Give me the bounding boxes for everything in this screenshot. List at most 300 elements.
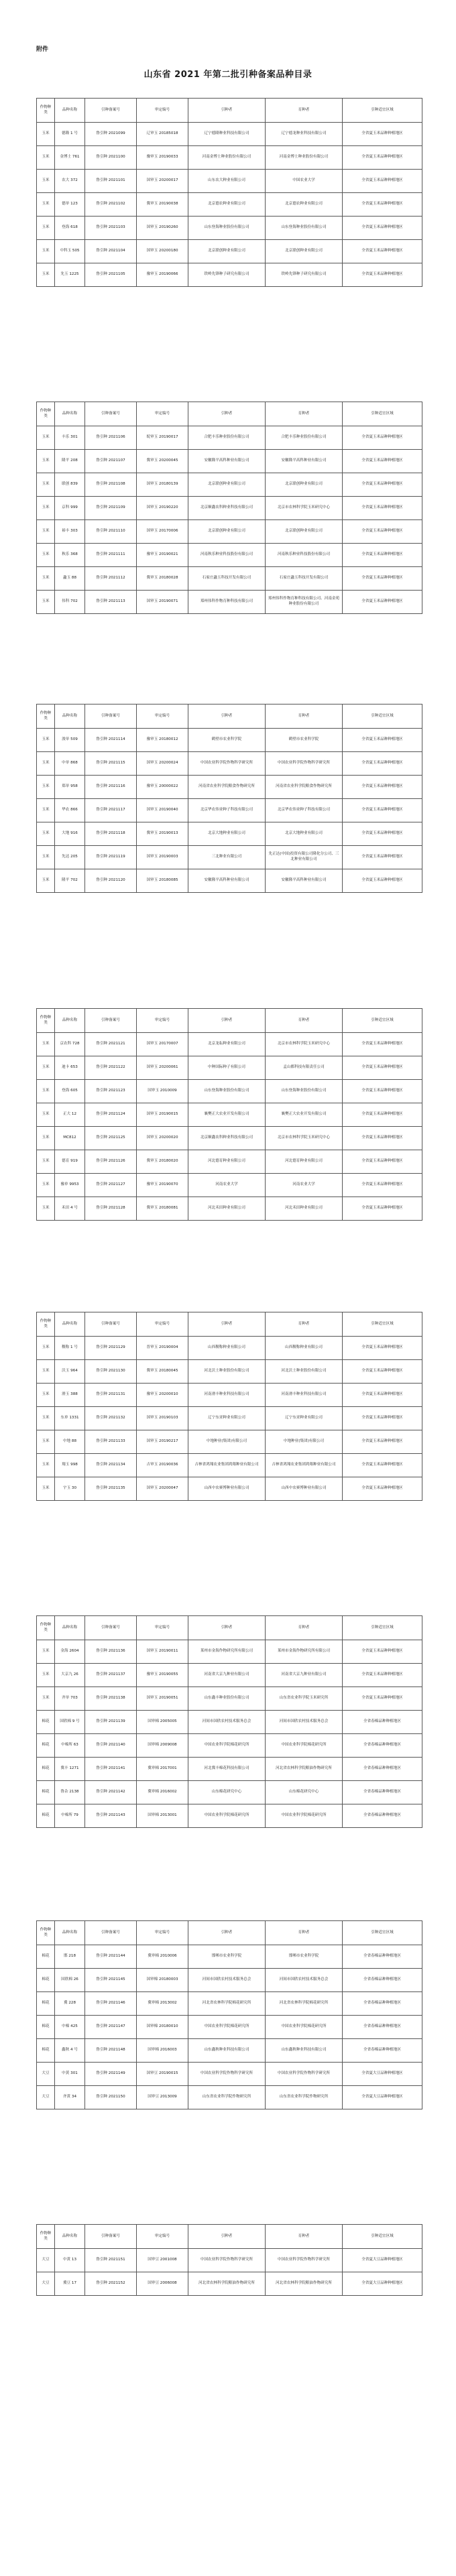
table-cell: 玉米 — [37, 729, 55, 752]
table-cell: 河北德育种业有限公司 — [266, 1150, 343, 1174]
table-row — [37, 473, 422, 497]
column-header: 作物种类 — [37, 99, 55, 123]
table-cell: 北京德农种业有限公司 — [188, 193, 266, 217]
table-cell: 吉林省鸿翔农业集团鸿翔种业有限公司 — [266, 1454, 343, 1477]
table-cell: 大京九 26 — [55, 1664, 85, 1687]
table-cell: 豫审玉 20190070 — [137, 1174, 188, 1197]
table-cell: 全省春棉品种种植地区 — [343, 1758, 422, 1781]
table-cell: 棉花 — [37, 1734, 55, 1758]
column-header: 审定编号 — [137, 2225, 188, 2249]
table-cell: 河北沃土种业股份有限公司 — [188, 1360, 266, 1384]
table-cell: 辽审玉 20185018 — [137, 123, 188, 146]
table-cell: 玉米 — [37, 1477, 55, 1501]
column-header: 审定编号 — [137, 1921, 188, 1945]
table-cell: 中国农业科学院作物科学研究所 — [266, 752, 343, 776]
table-cell: 河北德育种业有限公司 — [188, 1150, 266, 1174]
table-cell: 全省夏玉米品种种植地区 — [343, 240, 422, 263]
table-cell: 辽宁德龙种业科技有限公司 — [266, 123, 343, 146]
table-cell: 裕丰 303 — [55, 520, 85, 544]
table-cell: 冀审玉 20200045 — [137, 450, 188, 473]
table-row — [37, 1033, 422, 1056]
table-cell: 北京联创种业有限公司 — [266, 473, 343, 497]
table-row — [37, 1758, 422, 1781]
column-header: 引种备案号 — [85, 1009, 137, 1033]
table-cell: 鲁引种 2021140 — [85, 1734, 137, 1758]
table-cell: 河北省农林科学院棉花研究所 — [188, 1992, 266, 2016]
column-header: 审定编号 — [137, 1009, 188, 1033]
table-cell: 豫审玉 20190055 — [137, 1664, 188, 1687]
column-header: 引种者 — [188, 1312, 266, 1337]
column-header: 审定编号 — [137, 704, 188, 729]
table-cell: 国审玉 20190040 — [137, 799, 188, 822]
table-cell: 中棉 425 — [55, 2016, 85, 2039]
table-cell: 玉米 — [37, 591, 55, 614]
table-cell: 棉花 — [37, 1969, 55, 1992]
table-cell: 国审玉 20190260 — [137, 217, 188, 240]
table-row — [37, 123, 422, 146]
column-header: 引种者 — [188, 1009, 266, 1033]
table-cell: 全省夏玉米品种种植地区 — [343, 193, 422, 217]
table-cell: 冀 228 — [55, 1992, 85, 2016]
table-cell: 豫单 9953 — [55, 1174, 85, 1197]
table-cell: 冀审玉 20180045 — [137, 1360, 188, 1384]
table-cell: 鲁引种 2021127 — [85, 1174, 137, 1197]
column-header: 育种者 — [266, 402, 343, 426]
table-cell: 迪卡 653 — [55, 1056, 85, 1080]
table-cell: 京科 999 — [55, 497, 85, 520]
table-cell: 大地 916 — [55, 822, 85, 846]
table-row — [37, 240, 422, 263]
table-cell: 安徽隆平高科种业有限公司 — [266, 450, 343, 473]
table-cell: 河间市国欣农村技术服务总会 — [188, 1711, 266, 1734]
table-cell: 鲁引种 2021115 — [85, 752, 137, 776]
table-cell: 全省夏玉米品种种植地区 — [343, 1687, 422, 1711]
table-header-row — [37, 99, 422, 123]
table-cell: 全省夏玉米品种种植地区 — [343, 123, 422, 146]
column-header: 引种者 — [188, 402, 266, 426]
table-cell: 国审玉 20200024 — [137, 752, 188, 776]
table-cell: 玉米 — [37, 1664, 55, 1687]
table-cell: 先玉 1225 — [55, 263, 85, 287]
table-cell: 国审棉 2005005 — [137, 1711, 188, 1734]
catalog-table — [36, 1312, 422, 1501]
table-cell: 北京大地种业有限公司 — [188, 822, 266, 846]
table-cell: 全省夏玉米品种种植地区 — [343, 450, 422, 473]
table-cell: 郑州伟科作物育种科技有限公司 — [188, 591, 266, 614]
table-cell: 冀审玉 20180020 — [137, 1150, 188, 1174]
table-header-row — [37, 1616, 422, 1640]
table-cell: 冀审棉 2016002 — [137, 1781, 188, 1804]
table-header-row — [37, 704, 422, 729]
column-header: 引种备案号 — [85, 2225, 137, 2249]
column-header: 引种备案号 — [85, 1921, 137, 1945]
table-cell: 鲁引种 2021150 — [85, 2086, 137, 2109]
table-cell: 石家庄蠡玉科技开发有限公司 — [266, 567, 343, 591]
table-cell: 全省春棉品种种植地区 — [343, 2039, 422, 2063]
table-row — [37, 1640, 422, 1664]
table-cell: 中国农业科学院棉花研究所 — [188, 2016, 266, 2039]
column-header: 育种者 — [266, 1312, 343, 1337]
table-row — [37, 1477, 422, 1501]
table-cell: 全省夏玉米品种种植地区 — [343, 1384, 422, 1407]
column-header: 品种名称 — [55, 704, 85, 729]
table-cell: 齐黄 34 — [55, 2086, 85, 2109]
table-cell: 北京顺鑫农科种业科技有限公司 — [188, 1127, 266, 1150]
table-cell: 鲁引种 2021148 — [85, 2039, 137, 2063]
table-cell: 全省夏玉米品种种植地区 — [343, 729, 422, 752]
table-cell: 河间市国欣农村技术服务总会 — [266, 1969, 343, 1992]
table-cell: 玉米 — [37, 1174, 55, 1197]
table-cell: 鲁引种 2021147 — [85, 2016, 137, 2039]
table-cell: 全省夏玉米品种种植地区 — [343, 473, 422, 497]
table-cell: 鲁引种 2021103 — [85, 217, 137, 240]
table-cell: 国审棉 20180003 — [137, 1969, 188, 1992]
table-cell: 国审豆 20190015 — [137, 2063, 188, 2086]
table-cell: 国欣棉 26 — [55, 1969, 85, 1992]
table-row — [37, 776, 422, 799]
table-cell: 鲁引种 2021142 — [85, 1781, 137, 1804]
table-cell: 河北禾田种业有限公司 — [266, 1197, 343, 1221]
table-cell: 鲁引种 2021135 — [85, 1477, 137, 1501]
table-cell: 全省夏玉米品种种植地区 — [343, 776, 422, 799]
table-cell: 德隆 1 号 — [55, 123, 85, 146]
table-cell: 国欣棉 9 号 — [55, 1711, 85, 1734]
table-cell: 全省夏玉米品种种植地区 — [343, 1407, 422, 1430]
table-cell: 鲁引种 2021130 — [85, 1360, 137, 1384]
table-cell: 玉米 — [37, 752, 55, 776]
table-cell: 国审玉 20190071 — [137, 591, 188, 614]
table-cell: 鲁引种 2021138 — [85, 1687, 137, 1711]
table-cell: 襄樊正大农业开发有限公司 — [266, 1103, 343, 1127]
table-cell: 全省夏玉米品种种植地区 — [343, 217, 422, 240]
table-cell: 北京德农种业有限公司 — [266, 193, 343, 217]
table-cell: 鲁杂 2138 — [55, 1781, 85, 1804]
catalog-table — [36, 1615, 422, 1828]
table-cell: 登海 605 — [55, 1080, 85, 1103]
table-cell: 国审玉 20180085 — [137, 869, 188, 893]
table-cell: 先达 205 — [55, 846, 85, 869]
table-cell: 全省夏大豆品种种植地区 — [343, 2063, 422, 2086]
table-cell: 国审玉 20180139 — [137, 473, 188, 497]
column-header: 育种者 — [266, 2225, 343, 2249]
table-cell: 山西稷称种业有限公司 — [188, 1337, 266, 1360]
table-cell: 玉米 — [37, 544, 55, 567]
catalog-table — [36, 1920, 422, 2109]
table-cell: 玉米 — [37, 1056, 55, 1080]
column-header: 审定编号 — [137, 99, 188, 123]
table-cell: 河南省大京九种业有限公司 — [266, 1664, 343, 1687]
table-cell: 玉米 — [37, 1033, 55, 1056]
column-header: 育种者 — [266, 99, 343, 123]
column-header: 引种备案号 — [85, 99, 137, 123]
table-cell: 棉花 — [37, 1758, 55, 1781]
table-cell: 全省春棉品种种植地区 — [343, 1992, 422, 2016]
table-cell: 全省夏玉米品种种植地区 — [343, 1080, 422, 1103]
table-cell: 鲁引种 2021122 — [85, 1056, 137, 1080]
table-header-row — [37, 402, 422, 426]
column-header: 引种适宜区域 — [343, 1616, 422, 1640]
table-cell: 豫审玉 20200010 — [137, 1384, 188, 1407]
table-cell: 山西中农赛博种业有限公司 — [188, 1477, 266, 1501]
table-cell: 河间市国欣农村技术服务总会 — [266, 1711, 343, 1734]
table-cell: 豫审玉 20190033 — [137, 146, 188, 170]
table-cell: 鲁引种 2021139 — [85, 1711, 137, 1734]
table-cell: 豫审玉 20190021 — [137, 544, 188, 567]
table-cell: 大豆 — [37, 2272, 55, 2296]
table-row — [37, 426, 422, 450]
table-row — [37, 1687, 422, 1711]
table-cell: 中国农业科学院作物科学研究所 — [266, 2249, 343, 2272]
table-cell: 全省夏玉米品种种植地区 — [343, 1454, 422, 1477]
table-cell: 玉米 — [37, 217, 55, 240]
table-cell: 山东农大种业有限公司 — [188, 170, 266, 193]
table-cell: 吉审玉 20190036 — [137, 1454, 188, 1477]
table-cell: 中国农业科学院作物科学研究所 — [266, 2063, 343, 2086]
table-cell: 河北冀丰棉花科技有限公司 — [188, 1758, 266, 1781]
column-header: 品种名称 — [55, 1616, 85, 1640]
table-cell: 全省夏玉米品种种植地区 — [343, 520, 422, 544]
table-cell: 鲁引种 2021104 — [85, 240, 137, 263]
table-cell: 全省夏玉米品种种植地区 — [343, 822, 422, 846]
table-cell: 中地种业(集团)有限公司 — [188, 1430, 266, 1454]
table-cell: 翔玉 998 — [55, 1454, 85, 1477]
table-cell: 全省夏玉米品种种植地区 — [343, 1337, 422, 1360]
table-cell: 全省夏大豆品种种植地区 — [343, 2272, 422, 2296]
catalog-table — [36, 704, 422, 893]
column-header: 引种者 — [188, 1921, 266, 1945]
table-cell: 冀审玉 20180028 — [137, 567, 188, 591]
table-cell: 河北省农林科学院棉花研究所 — [266, 1992, 343, 2016]
table-cell: 中黄 13 — [55, 2249, 85, 2272]
table-cell: 玉米 — [37, 567, 55, 591]
column-header: 引种适宜区域 — [343, 704, 422, 729]
table-cell: 莱州市金海作物研究所有限公司 — [266, 1640, 343, 1664]
table-cell: 全省春棉品种种植地区 — [343, 1734, 422, 1758]
table-cell: 合肥丰乐种业股份有限公司 — [266, 426, 343, 450]
column-header: 引种适宜区域 — [343, 1009, 422, 1033]
table-cell: 沃玉 964 — [55, 1360, 85, 1384]
table-cell: 秋乐 368 — [55, 544, 85, 567]
table-cell: 东单 1331 — [55, 1407, 85, 1430]
table-cell: 山东省农业科学院玉米研究所 — [266, 1687, 343, 1711]
table-cell: 丰乐 301 — [55, 426, 85, 450]
table-cell: 鲁引种 2021141 — [85, 1758, 137, 1781]
table-cell: 中棉所 63 — [55, 1734, 85, 1758]
column-header: 引种适宜区域 — [343, 2225, 422, 2249]
column-header: 作物种类 — [37, 402, 55, 426]
table-cell: 鲁引种 2021149 — [85, 2063, 137, 2086]
table-cell: 鲁引种 2021128 — [85, 1197, 137, 1221]
table-cell: 鲁引种 2021113 — [85, 591, 137, 614]
table-cell: 中单 868 — [55, 752, 85, 776]
table-cell: 正大 12 — [55, 1103, 85, 1127]
table-cell: 邯 218 — [55, 1945, 85, 1969]
table-header-row — [37, 1312, 422, 1337]
table-row — [37, 217, 422, 240]
table-cell: 河南秋乐种业科技股份有限公司 — [266, 544, 343, 567]
table-cell: 鲁引种 2021152 — [85, 2272, 137, 2296]
table-cell: 全省夏玉米品种种植地区 — [343, 591, 422, 614]
table-row — [37, 1407, 422, 1430]
table-cell: 山东鑫丰种业股份有限公司 — [188, 1687, 266, 1711]
table-cell: 河南金博士种业股份有限公司 — [188, 146, 266, 170]
table-cell: 大豆 — [37, 2063, 55, 2086]
table-cell: 全省夏大豆品种种植地区 — [343, 2086, 422, 2109]
table-cell: 冀丰 1271 — [55, 1758, 85, 1781]
table-cell: 鲁引种 2021120 — [85, 869, 137, 893]
column-header: 作物种类 — [37, 1312, 55, 1337]
table-cell: 北京市农林科学院玉米研究中心 — [266, 1127, 343, 1150]
table-cell: 国审玉 20170007 — [137, 1033, 188, 1056]
table-cell: 全省春棉品种种植地区 — [343, 2016, 422, 2039]
table-cell: 辽宁德隆种业科技有限公司 — [188, 123, 266, 146]
table-cell: 全省夏玉米品种种植地区 — [343, 1150, 422, 1174]
column-header: 引种适宜区域 — [343, 99, 422, 123]
table-cell: 宇玉 30 — [55, 1477, 85, 1501]
table-cell: 中种国际种子有限公司 — [188, 1056, 266, 1080]
table-cell: 山东棉花研究中心 — [188, 1781, 266, 1804]
table-cell: 玉米 — [37, 263, 55, 287]
table-cell: 鲁引种 2021145 — [85, 1969, 137, 1992]
table-row — [37, 1734, 422, 1758]
table-cell: 中国农业大学 — [266, 170, 343, 193]
table-row — [37, 2063, 422, 2086]
table-cell: 鲁引种 2021132 — [85, 1407, 137, 1430]
table-cell: 三北种业有限公司 — [188, 846, 266, 869]
table-cell: 国审玉 20190051 — [137, 1687, 188, 1711]
table-cell: 玉米 — [37, 1687, 55, 1711]
table-row — [37, 1197, 422, 1221]
table-header-row — [37, 2225, 422, 2249]
table-cell: 北京市农林科学院玉米研究中心 — [266, 1033, 343, 1056]
table-cell: 国审玉 20170006 — [137, 520, 188, 544]
table-cell: 玉米 — [37, 869, 55, 893]
table-cell: 国审玉 20190015 — [137, 1103, 188, 1127]
column-header: 作物种类 — [37, 2225, 55, 2249]
table-cell: 全省春棉品种种植地区 — [343, 1781, 422, 1804]
table-cell: 北京市农林科学院玉米研究中心 — [266, 497, 343, 520]
table-cell: 国审玉 20190003 — [137, 846, 188, 869]
catalog-table — [36, 2224, 422, 2296]
table-cell: 稷称 1 号 — [55, 1337, 85, 1360]
table-cell: 鲁引种 2021143 — [85, 1804, 137, 1828]
table-cell: 冀豆 17 — [55, 2272, 85, 2296]
table-cell: 伟科 702 — [55, 591, 85, 614]
table-row — [37, 2249, 422, 2272]
column-header: 引种者 — [188, 704, 266, 729]
table-cell: 全省夏玉米品种种植地区 — [343, 846, 422, 869]
table-cell: 鲁引种 2021146 — [85, 1992, 137, 2016]
table-row — [37, 1080, 422, 1103]
table-cell: 北京顺鑫农科种业科技有限公司 — [188, 497, 266, 520]
table-cell: 北京联创种业有限公司 — [188, 473, 266, 497]
table-cell: 金博士 761 — [55, 146, 85, 170]
table-cell: 玉米 — [37, 426, 55, 450]
table-cell: 辽宁东亚种业有限公司 — [266, 1407, 343, 1430]
table-cell: 全省夏玉米品种种植地区 — [343, 1033, 422, 1056]
table-cell: 鲁引种 2021109 — [85, 497, 137, 520]
table-cell: 全省夏玉米品种种植地区 — [343, 544, 422, 567]
table-cell: 玉米 — [37, 1384, 55, 1407]
table-row — [37, 1969, 422, 1992]
table-cell: 玉米 — [37, 146, 55, 170]
table-cell: 农大 372 — [55, 170, 85, 193]
table-row — [37, 1430, 422, 1454]
table-cell: 玉米 — [37, 473, 55, 497]
table-cell: 吉林省鸿翔农业集团鸿翔种业有限公司 — [188, 1454, 266, 1477]
table-cell: 全省夏玉米品种种植地区 — [343, 1430, 422, 1454]
table-cell: 国审玉 20190103 — [137, 1407, 188, 1430]
column-header: 育种者 — [266, 1616, 343, 1640]
table-cell: 隆平 702 — [55, 869, 85, 893]
table-cell: 中国农业科学院棉花研究所 — [188, 1734, 266, 1758]
table-cell: 全省夏玉米品种种植地区 — [343, 799, 422, 822]
table-cell: 中国农业科学院棉花研究所 — [266, 1734, 343, 1758]
table-row — [37, 263, 422, 287]
table-cell: 河南金博士种业股份有限公司 — [266, 146, 343, 170]
table-cell: 浚单 509 — [55, 729, 85, 752]
table-row — [37, 1804, 422, 1828]
column-header: 引种备案号 — [85, 1312, 137, 1337]
table-cell: 玉米 — [37, 497, 55, 520]
catalog-table — [36, 1008, 422, 1221]
table-row — [37, 567, 422, 591]
table-cell: 国审棉 20180010 — [137, 2016, 188, 2039]
table-cell: 玉米 — [37, 1197, 55, 1221]
table-cell: 中国农业科学院作物科学研究所 — [188, 752, 266, 776]
table-cell: 鲁引种 2021117 — [85, 799, 137, 822]
table-cell: 玉米 — [37, 1150, 55, 1174]
catalog-table — [36, 98, 422, 287]
table-row — [37, 520, 422, 544]
table-cell: 铁岭先锋种子研究有限公司 — [266, 263, 343, 287]
table-row — [37, 450, 422, 473]
table-cell: 襄樊正大农业开发有限公司 — [188, 1103, 266, 1127]
table-cell: 大豆 — [37, 2086, 55, 2109]
table-row — [37, 146, 422, 170]
table-cell: 北京大地种业有限公司 — [266, 822, 343, 846]
table-cell: 鲁引种 2021101 — [85, 170, 137, 193]
table-cell: 棉花 — [37, 2016, 55, 2039]
table-cell: 全省夏玉米品种种植地区 — [343, 426, 422, 450]
column-header: 作物种类 — [37, 1009, 55, 1033]
table-cell: 玉米 — [37, 1430, 55, 1454]
table-cell: 全省夏玉米品种种植地区 — [343, 1640, 422, 1664]
table-cell: 山东登海种业股份有限公司 — [188, 217, 266, 240]
table-cell: 河北禾田种业有限公司 — [188, 1197, 266, 1221]
table-cell: 德单 123 — [55, 193, 85, 217]
table-cell: 山西稷称种业有限公司 — [266, 1337, 343, 1360]
column-header: 作物种类 — [37, 704, 55, 729]
column-header: 品种名称 — [55, 99, 85, 123]
table-cell: 国审玉 2010009 — [137, 1080, 188, 1103]
table-cell: 北京华农伟业种子科技有限公司 — [188, 799, 266, 822]
table-cell: 全省夏玉米品种种植地区 — [343, 1197, 422, 1221]
column-header: 审定编号 — [137, 402, 188, 426]
column-header: 品种名称 — [55, 1009, 85, 1033]
column-header: 审定编号 — [137, 1616, 188, 1640]
table-cell: 鲁引种 2021107 — [85, 450, 137, 473]
table-cell: 国审棉 2013001 — [137, 1804, 188, 1828]
table-cell: 河南农业大学 — [266, 1174, 343, 1197]
attachment-label: 附件 — [36, 46, 49, 53]
table-row — [37, 544, 422, 567]
column-header: 品种名称 — [55, 402, 85, 426]
table-cell: 豫审玉 20180012 — [137, 729, 188, 752]
table-cell: 冀审棉 2010006 — [137, 1945, 188, 1969]
table-cell: 鲁引种 2021114 — [85, 729, 137, 752]
table-cell: 中科玉 505 — [55, 240, 85, 263]
